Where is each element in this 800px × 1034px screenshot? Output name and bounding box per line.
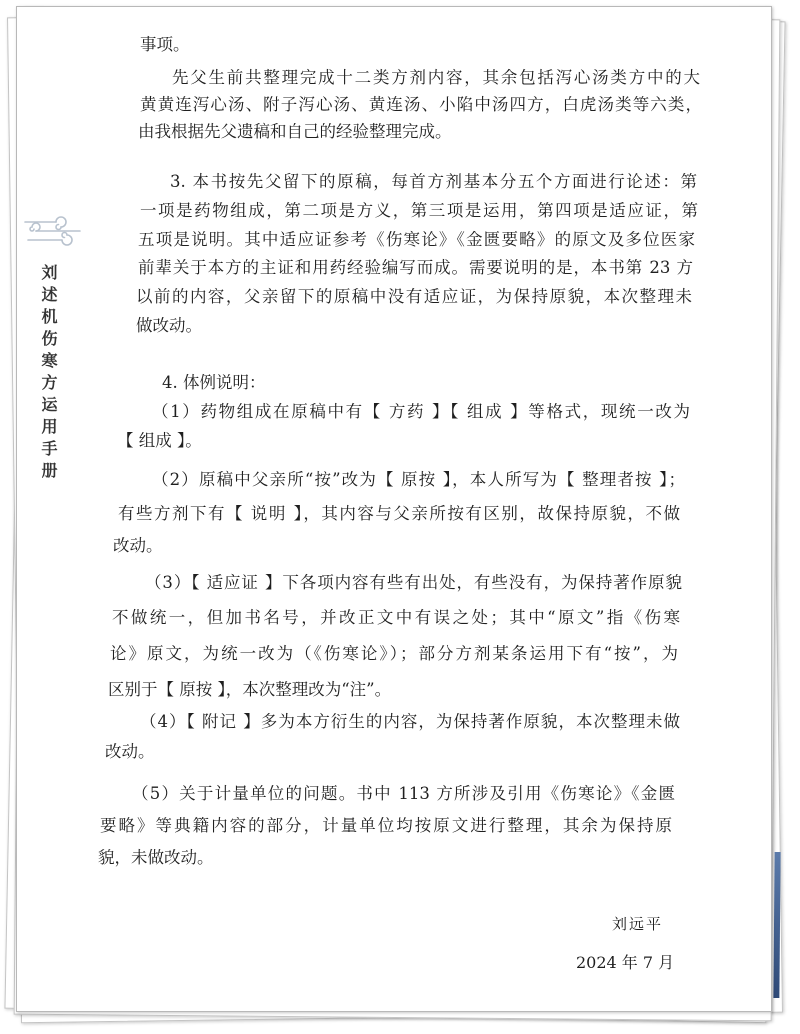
body-line: 一项是药物组成，第二项是方义，第三项是运用，第四项是适应证，第 <box>140 201 698 220</box>
body-line: （4）【 附记 】多为本方衍生的内容，为保持著作原貌，本次整理未做 <box>140 712 680 731</box>
body-line: 做改动。 <box>136 316 202 335</box>
running-head-vertical: 刘述机伤寒方运用手册 <box>39 264 58 484</box>
body-line: （2）原稿中父亲所“按”改为【 原按 】，本人所写为【 整理者按 】； <box>152 470 685 489</box>
body-line: 五项是说明。其中适应证参考《伤寒论》《金匮要略》的原文及多位医家 <box>138 230 695 249</box>
body-line: 前辈关于本方的主证和用药经验编写而成。需要说明的是，本书第 23 方 <box>138 258 693 277</box>
body-line: 以前的内容，父亲留下的原稿中没有适应证，为保持原貌，本次整理未 <box>136 287 692 306</box>
body-line: （1）药物组成在原稿中有【 方药 】【 组成 】等格式，现统一改为 <box>152 402 690 421</box>
body-line: 由我根据先父遗稿和自己的经验整理完成。 <box>138 122 452 141</box>
body-line: 改动。 <box>105 742 155 761</box>
body-line: 区别于【 原按 】，本次整理改为“注”。 <box>108 680 392 699</box>
body-line: 改动。 <box>113 536 163 555</box>
author-signature: 刘远平 <box>612 915 664 933</box>
body-line: 事项。 <box>140 35 190 54</box>
body-line: 3. 本书按先父留下的原稿，每首方剂基本分五个方面进行论述：第 <box>170 172 697 191</box>
body-line: 要略》等典籍内容的部分，计量单位均按原文进行整理，其余为保持原 <box>100 816 672 835</box>
body-line: 貌，未做改动。 <box>98 848 214 867</box>
section-heading: 4. 体例说明： <box>162 373 266 392</box>
body-line: （3）【 适应证 】下各项内容有些有出处，有些没有，为保持著作原貌 <box>145 573 682 592</box>
body-line: （5）关于计量单位的问题。书中 113 方所涉及引用《伤寒论》《金匮 <box>132 784 675 803</box>
book-cover-edge <box>773 852 780 998</box>
body-line: 有些方剂下有【 说明 】，其内容与父亲所按有区别，故保持原貌，不做 <box>118 504 680 523</box>
body-line: 黄黄连泻心汤、附子泻心汤、黄连汤、小陷中汤四方，白虎汤类等六类， <box>140 95 702 114</box>
body-line: 先父生前共整理完成十二类方剂内容，其余包括泻心汤类方中的大 <box>172 68 700 87</box>
signature-date: 2024 年 7 月 <box>576 953 675 972</box>
body-line: 论》原文，为统一改为（《伤寒论》）；部分方剂某条运用下有“按”，为 <box>110 644 678 663</box>
cloud-ornament-icon <box>22 210 84 250</box>
body-line: 不做统一，但加书名号，并改正文中有误之处；其中“原文”指《伤寒 <box>112 608 680 627</box>
body-line: 【 组成 】。 <box>117 431 202 450</box>
